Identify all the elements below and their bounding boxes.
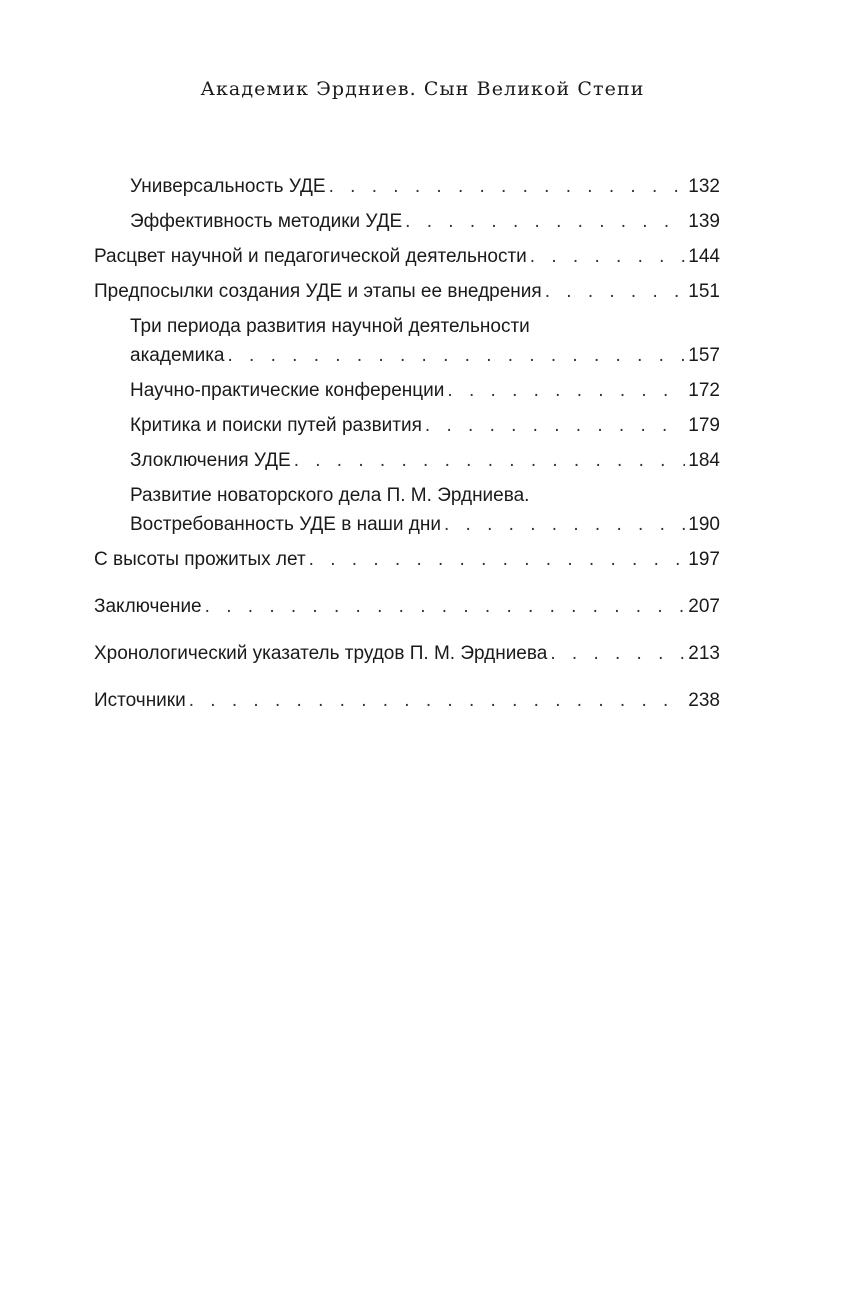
toc-entry[interactable] [94,376,720,405]
toc-entry[interactable] [94,592,720,621]
table-of-contents [94,172,720,721]
toc-entry[interactable] [94,446,720,475]
toc-entry[interactable] [94,686,720,715]
dot-leader [189,686,686,715]
toc-entry-title-line2: академика [130,345,225,366]
toc-entry-title: Злоключения УДЕ [130,450,291,471]
toc-entry-title-line1: Три периода развития научной деятельности [130,316,530,337]
toc-entry[interactable] [94,545,720,574]
dot-leader [309,545,686,574]
toc-entry-page: 157 [688,345,720,366]
toc-entry-page: 238 [688,690,720,711]
toc-entry-page: 144 [688,246,720,267]
toc-entry-page: 139 [688,211,720,232]
toc-entry-title: С высоты прожитых лет [94,549,306,570]
dot-leader [444,510,685,539]
toc-entry[interactable] [94,172,720,201]
toc-entry[interactable] [94,639,720,668]
toc-entry-title: Источники [94,690,186,711]
toc-entry-page: 151 [688,281,720,302]
toc-entry-title: Расцвет научной и педагогической деятельности [94,246,527,267]
toc-entry-page: 179 [688,415,720,436]
dot-leader [545,277,686,306]
toc-entry-page: 197 [688,549,720,570]
toc-entry[interactable] [94,277,720,306]
dot-leader [329,172,686,201]
dot-leader [228,341,686,370]
toc-entry-title: Предпосылки создания УДЕ и этапы ее внедрения [94,281,542,302]
toc-entry[interactable] [94,242,720,271]
toc-entry[interactable] [94,481,720,539]
toc-entry-title: Универсальность УДЕ [130,176,326,197]
toc-entry-title-line1: Развитие новаторского дела П. М. Эрдниева. [130,485,530,506]
toc-entry-page: 132 [688,176,720,197]
toc-entry[interactable] [94,312,720,370]
dot-leader [550,639,685,668]
toc-entry-page: 190 [688,514,720,535]
toc-entry-title: Хронологический указатель трудов П. М. Эрдниева [94,643,548,664]
running-head: Академик Эрдниев. Сын Великой Степи [200,78,645,100]
toc-entry-title: Критика и поиски путей развития [130,415,422,436]
toc-entry-title-line2: Востребованность УДЕ в наши дни [130,514,441,535]
toc-entry-title: Заключение [94,596,202,617]
toc-entry-page: 207 [688,596,720,617]
dot-leader [447,376,685,405]
toc-entry[interactable] [94,411,720,440]
dot-leader [425,411,685,440]
dot-leader [405,207,685,236]
toc-entry-page: 213 [688,643,720,664]
dot-leader [205,592,686,621]
toc-entry[interactable] [94,207,720,236]
dot-leader [294,446,686,475]
toc-entry-page: 184 [688,450,720,471]
dot-leader [530,242,686,271]
toc-entry-title: Научно-практические конференции [130,380,445,401]
toc-entry-title: Эффективность методики УДЕ [130,211,403,232]
toc-entry-page: 172 [688,380,720,401]
